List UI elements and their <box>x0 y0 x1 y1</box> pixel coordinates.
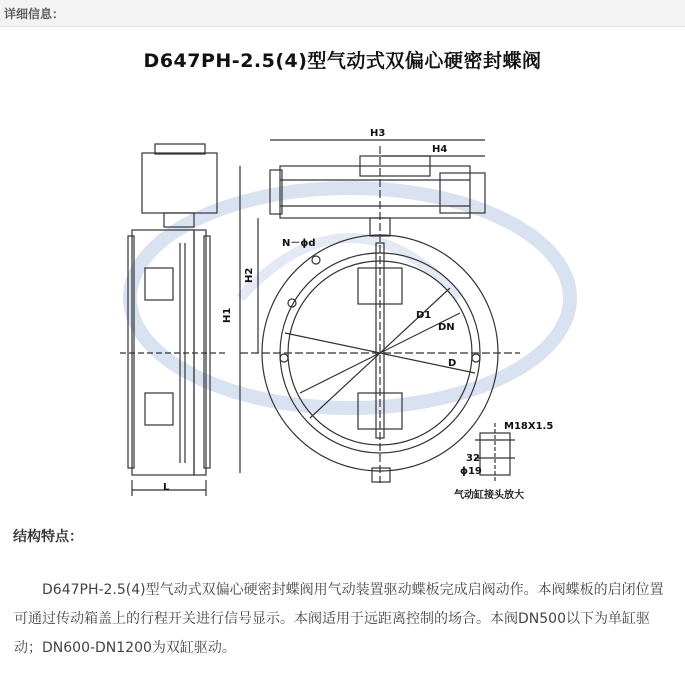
label-l: L <box>163 482 170 493</box>
side-flange-right <box>204 236 210 468</box>
watermark-ring <box>130 188 570 408</box>
side-lower-boss <box>145 393 173 425</box>
label-h4: H4 <box>432 144 448 155</box>
label-phi-19: ϕ19 <box>460 466 482 477</box>
label-h3: H3 <box>370 128 386 139</box>
detail-info-bar <box>0 0 685 27</box>
bottom-plug <box>372 468 390 482</box>
valve-technical-drawing <box>120 118 590 513</box>
structure-features-paragraph: D647PH-2.5(4)型气动式双偏心硬密封蝶阀用气动装置驱动蝶板完成启阀动作。本阀蝶板的启闭位置可通过传动箱盖上的行程开关进行信号显示。本阀适用于远距离控制的场合。本阀DN500以下为单缸驱动；DN600-DN1200为双缸驱动。 <box>14 582 664 656</box>
bolt-hole-1 <box>312 256 320 264</box>
label-h1: H1 <box>222 307 233 323</box>
label-h2: H2 <box>244 267 255 283</box>
label-n-phi-d: N－ϕd <box>282 238 316 249</box>
label-dim-32: 32 <box>466 453 480 464</box>
product-title: D647PH-2.5(4)型气动式双偏心硬密封蝶阀 <box>143 50 542 72</box>
label-m18: M18X1.5 <box>504 421 554 432</box>
bolt-hole-3 <box>280 354 288 362</box>
valve-drawing-svg <box>120 118 590 513</box>
label-dn: DN <box>438 322 455 333</box>
label-d1: D1 <box>416 310 432 321</box>
side-upper-boss <box>145 268 173 300</box>
structure-features-heading: 结构特点： <box>13 529 83 545</box>
front-view <box>240 140 520 483</box>
watermark-arc <box>240 238 460 298</box>
label-d: D <box>448 358 457 369</box>
label-detail-caption: 气动缸接头放大 <box>454 490 524 501</box>
bolt-hole-4 <box>472 354 480 362</box>
side-actuator-box <box>142 153 217 213</box>
detail-info-label: 详细信息： <box>4 7 65 21</box>
